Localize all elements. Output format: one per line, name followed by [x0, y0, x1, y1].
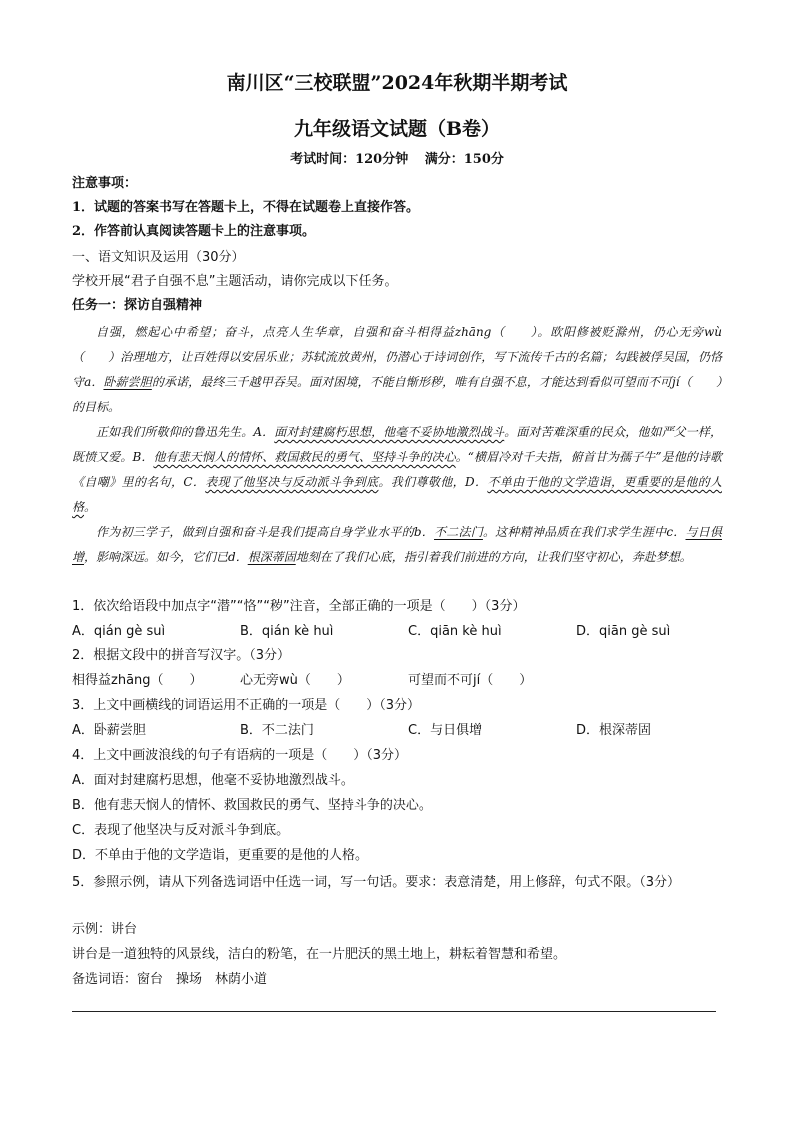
- underlined-phrase: 卧薪尝胆: [103, 375, 152, 389]
- question-3-stem: 3．上文中画横线的词语运用不正确的一项是（ ）（3分）: [72, 698, 421, 713]
- option: C．与日俱增: [408, 723, 483, 738]
- option: C．qiān kè huì: [408, 624, 502, 639]
- option: D．qiān gè suì: [576, 624, 671, 639]
- blank: 心无旁wù（ ）: [240, 673, 350, 688]
- option: B．qián kè huì: [240, 624, 334, 639]
- option: C．表现了他坚决与反对派斗争到底。: [72, 823, 290, 838]
- passage-paragraph: 正如我们所敬仰的鲁迅先生。A．面对封建腐朽思想，他毫不妥协地激烈战斗。面对苦难深重的民众，他如严父一样，既愤又爱。B．他有悲天悯人的情怀、救国救民的勇气、坚持斗争的决心。“横眉冷对千夫指，俯首甘为孺子牛”是他的诗歌《自嘲》里的名句，C．表现了他坚决与反动派斗争到底。我们尊敬他，D．不单由于他的文学造诣，更重要的是他的人格。: [72, 425, 722, 514]
- option: A．qián gè suì: [72, 624, 166, 639]
- candidate-words: 备选词语：窗台 操场 林荫小道: [72, 972, 268, 987]
- notes-heading: 注意事项：: [72, 176, 138, 191]
- wavy-sentence: 表现了他坚决与反动派斗争到底: [205, 475, 379, 489]
- example-label: 示例：讲台: [72, 922, 138, 937]
- option: D．不单由于他的文学造诣，更重要的是他的人格。: [72, 848, 369, 863]
- wavy-sentence: 他有悲天悯人的情怀、救国救民的勇气、坚持斗争的决心: [153, 450, 456, 464]
- option: A．面对封建腐朽思想，他毫不妥协地激烈战斗。: [72, 773, 354, 788]
- underlined-phrase: 不二法门: [434, 525, 483, 539]
- wavy-sentence: 面对封建腐朽思想，他毫不妥协地激烈战斗: [274, 425, 505, 439]
- option: A．卧薪尝胆: [72, 723, 146, 738]
- note-item: 1．试题的答案书写在答题卡上，不得在试题卷上直接作答。: [72, 200, 420, 215]
- section-heading: 一、语文知识及运用（30分）: [72, 250, 245, 265]
- section-intro: 学校开展“君子自强不息”主题活动，请你完成以下任务。: [72, 274, 398, 289]
- reading-passage: [72, 320, 722, 570]
- exam-score: 满分：150分: [424, 152, 504, 167]
- exam-time: 考试时间：120分钟: [290, 152, 409, 167]
- blank: 相得益zhāng（ ）: [72, 673, 203, 688]
- question-4-stem: 4．上文中画波浪线的句子有语病的一项是（ ）（3分）: [72, 748, 408, 763]
- underlined-phrase: 根深蒂固: [247, 550, 296, 564]
- underlined-phrase: 与日俱增: [72, 525, 722, 564]
- example-sentence: 讲台是一道独特的风景线，洁白的粉笔，在一片肥沃的黑土地上，耕耘着智慧和希望。: [72, 947, 567, 962]
- question-2-stem: 2．根据文段中的拼音写汉字。（3分）: [72, 648, 291, 663]
- question-5-stem: 5．参照示例，请从下列备选词语中任选一词，写一句话。要求：表意清楚，用上修辞，句式不限。（3分）: [72, 875, 681, 890]
- option: B．他有悲天悯人的情怀、救国救民的勇气、坚持斗争的决心。: [72, 798, 432, 813]
- exam-meta: [0, 148, 794, 167]
- blank: 可望而不可jí（ ）: [408, 673, 533, 688]
- question-1-stem: 1．依次给语段中加点字“潜”“恪”“秽”注音，全部正确的一项是（ ）（3分）: [72, 599, 526, 614]
- wavy-sentence: 不单由于他的文学造诣，更重要的是他的人格: [72, 475, 722, 514]
- passage-paragraph: 自强，燃起心中希望；奋斗，点亮人生华章，自强和奋斗相得益zhāng（ ）。欧阳修被贬滁州，仍心无旁wù（ ）治理地方，让百姓得以安居乐业；苏轼流放黄州，仍潜心于诗词创作，写下流传千古的名篇；勾践被俘吴国，仍恪守a．卧薪尝胆的承诺，最终三千越甲吞吴。面对困境，不能自惭形秽，唯有自强不息，才能达到看似可望而不可jí（ ）的目标。: [72, 325, 722, 414]
- note-item: 2．作答前认真阅读答题卡上的注意事项。: [72, 224, 316, 239]
- passage-paragraph: 作为初三学子，做到自强和奋斗是我们提高自身学业水平的b．不二法门。这种精神品质在我们求学生涯中c．与日俱增，影响深远。如今，它们已d．根深蒂固地刻在了我们心底，指引着我们前进的方向，让我们坚守初心，奔赴梦想。: [72, 525, 722, 564]
- exam-subtitle: 九年级语文试题（B卷）: [293, 118, 501, 140]
- exam-title: 南川区“三校联盟”2024年秋期半期考试: [226, 72, 568, 94]
- option: D．根深蒂固: [576, 723, 652, 738]
- task-heading: 任务一：探访自强精神: [72, 298, 203, 313]
- option: B．不二法门: [240, 723, 314, 738]
- divider-line: [72, 1011, 716, 1012]
